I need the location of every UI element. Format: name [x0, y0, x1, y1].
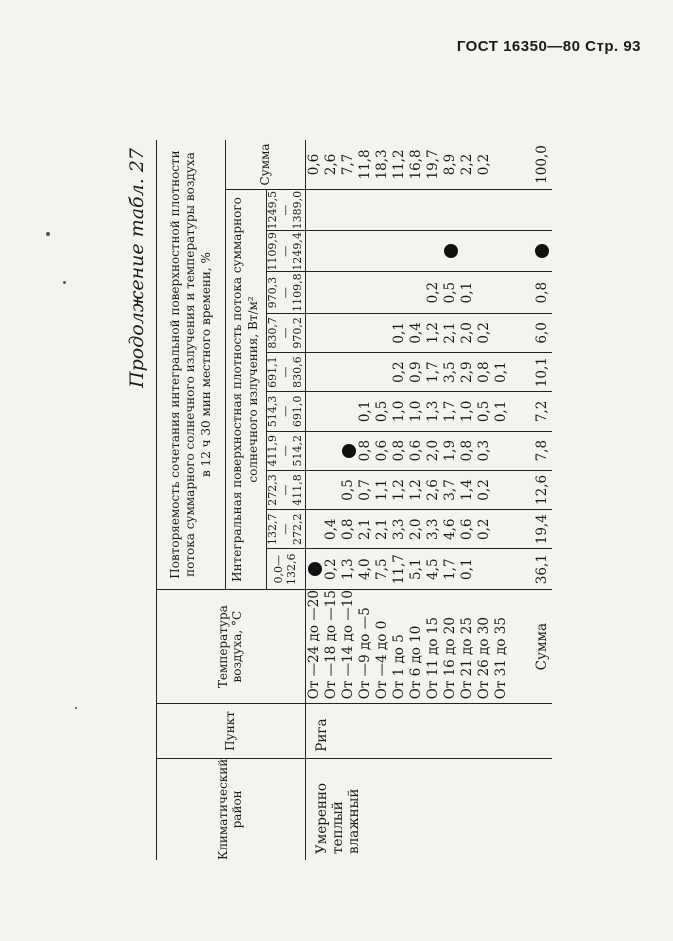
total-cell: 36,1 — [510, 549, 552, 590]
value-cell — [357, 353, 374, 392]
value-cell: 1,0 — [408, 392, 425, 431]
value-cell: 1,2 — [391, 470, 408, 509]
value-cell: 3,3 — [425, 510, 442, 549]
value-cell — [493, 313, 510, 352]
temp-cell: От 21 до 25 — [459, 590, 476, 704]
value-cell: 1,4 — [459, 470, 476, 509]
total-cell — [510, 189, 552, 230]
row-sum-cell: 16,8 — [408, 140, 425, 189]
value-cell: 2,0 — [408, 510, 425, 549]
row-sum-cell: 2,2 — [459, 140, 476, 189]
total-cell: 7,8 — [510, 431, 552, 470]
total-cell: 19,4 — [510, 510, 552, 549]
range-header: 272,3—411,8 — [267, 470, 306, 509]
value-cell — [476, 549, 493, 590]
value-cell: 4,5 — [425, 549, 442, 590]
value-cell — [357, 272, 374, 313]
value-cell: 0,6 — [459, 510, 476, 549]
temp-cell: От 16 до 20 — [442, 590, 459, 704]
value-cell — [476, 189, 493, 230]
row-sum-cell: 7,7 — [340, 140, 357, 189]
total-cell: 0,8 — [510, 272, 552, 313]
value-cell — [476, 231, 493, 272]
temp-cell: От —9 до —5 — [357, 590, 374, 704]
value-cell — [340, 313, 357, 352]
value-cell — [442, 231, 459, 272]
range-header: 691,1—830,6 — [267, 353, 306, 392]
row-sum-cell: 2,6 — [323, 140, 340, 189]
value-cell — [357, 231, 374, 272]
value-cell: 0,1 — [459, 549, 476, 590]
value-cell: 7,5 — [374, 549, 391, 590]
row-sum-cell: 8,9 — [442, 140, 459, 189]
value-cell — [340, 431, 357, 470]
value-cell — [305, 431, 323, 470]
value-cell — [425, 189, 442, 230]
value-cell: 0,5 — [442, 272, 459, 313]
range-header: 970,3—1109,8 — [266, 273, 305, 312]
value-cell: 0,6 — [374, 431, 391, 470]
value-cell — [374, 189, 391, 230]
value-cell: 4,0 — [357, 549, 374, 590]
temp-cell: От —24 до —20 — [305, 590, 323, 704]
value-cell — [459, 189, 476, 230]
value-cell: 0,1 — [391, 313, 408, 352]
row-sum-cell: 19,7 — [425, 140, 442, 189]
value-cell — [305, 189, 323, 230]
value-cell: 4,6 — [442, 510, 459, 549]
value-cell: 0,1 — [493, 392, 510, 431]
value-cell — [305, 392, 323, 431]
col-region-header: Климатический район — [157, 758, 306, 860]
scan-speck — [75, 707, 77, 709]
value-cell — [408, 231, 425, 272]
value-cell: 1,0 — [459, 392, 476, 431]
value-cell: 0,2 — [476, 470, 493, 509]
value-cell — [323, 353, 340, 392]
value-cell: 1,2 — [408, 470, 425, 509]
value-cell — [323, 313, 340, 352]
value-cell: 3,3 — [391, 510, 408, 549]
value-cell — [374, 272, 391, 313]
range-header: 1249,5—1389,0 — [266, 190, 305, 230]
col-temp-header: Температура воздуха, °С — [157, 590, 306, 704]
value-cell: 0,2 — [391, 353, 408, 392]
col-sum-header: Сумма — [226, 140, 306, 189]
temp-cell: От 26 до 30 — [476, 590, 493, 704]
range-header: 514,3—691,0 — [267, 392, 306, 431]
range-header: 830,7—970,2 — [267, 313, 306, 352]
value-cell — [391, 189, 408, 230]
value-cell: 1,0 — [391, 392, 408, 431]
value-cell: 0,3 — [476, 431, 493, 470]
value-cell: 1,7 — [442, 392, 459, 431]
dot-marker — [535, 244, 549, 258]
value-cell: 1,7 — [442, 549, 459, 590]
value-cell — [425, 231, 442, 272]
value-cell: 0,8 — [340, 510, 357, 549]
value-cell: 0,1 — [357, 392, 374, 431]
value-cell: 3,7 — [442, 470, 459, 509]
table-body — [305, 140, 552, 860]
value-cell: 1,2 — [425, 313, 442, 352]
value-cell: 1,1 — [374, 470, 391, 509]
temp-cell: От 11 до 15 — [425, 590, 442, 704]
table-title: Повторяемость сочетания интегральной поверхностной плотности потока суммарного солнечного излучения и температуры воздуха в 12 ч 30 мин местного времени, % — [157, 140, 226, 590]
value-cell — [340, 392, 357, 431]
value-cell: 0,8 — [391, 431, 408, 470]
value-cell — [323, 272, 340, 313]
value-cell — [374, 313, 391, 352]
value-cell: 11,7 — [391, 549, 408, 590]
row-sum-cell: 11,2 — [391, 140, 408, 189]
value-cell — [493, 231, 510, 272]
value-cell: 0,8 — [476, 353, 493, 392]
value-cell: 0,6 — [408, 431, 425, 470]
range-header: 0,0—132,6 — [267, 549, 306, 590]
col-point-header: Пункт — [157, 704, 306, 758]
value-cell — [493, 510, 510, 549]
total-cell — [510, 231, 552, 272]
value-cell — [305, 272, 323, 313]
value-cell: 0,5 — [340, 470, 357, 509]
value-cell: 5,1 — [408, 549, 425, 590]
dot-marker — [342, 444, 356, 458]
value-cell — [305, 510, 323, 549]
value-cell: 0,8 — [357, 431, 374, 470]
value-cell: 0,5 — [374, 392, 391, 431]
dot-marker — [444, 244, 458, 258]
value-cell: 0,7 — [357, 470, 374, 509]
value-cell — [305, 313, 323, 352]
value-cell — [323, 470, 340, 509]
totals-label: Сумма — [510, 590, 552, 704]
value-cell — [340, 189, 357, 230]
value-cell: 0,2 — [425, 272, 442, 313]
value-cell — [340, 231, 357, 272]
value-cell: 3,5 — [442, 353, 459, 392]
row-sum-cell: 0,2 — [476, 140, 493, 189]
rotated-table-block — [120, 140, 632, 860]
value-cell: 2,1 — [357, 510, 374, 549]
value-cell: 1,3 — [425, 392, 442, 431]
value-cell: 1,7 — [425, 353, 442, 392]
row-sum-cell: 18,3 — [374, 140, 391, 189]
value-cell — [305, 231, 323, 272]
scan-speck — [46, 232, 50, 236]
value-cell — [323, 231, 340, 272]
value-cell — [305, 353, 323, 392]
range-header: 411,9—514,2 — [267, 431, 306, 470]
temp-cell: От —18 до —15 — [323, 590, 340, 704]
table-label: Продолжение табл. 27 — [126, 148, 148, 388]
value-cell — [476, 272, 493, 313]
value-cell — [391, 231, 408, 272]
value-cell — [493, 470, 510, 509]
value-cell — [323, 431, 340, 470]
value-cell — [408, 272, 425, 313]
page-header: ГОСТ 16350—80 Стр. 93 — [456, 38, 641, 55]
value-cell: 2,0 — [425, 431, 442, 470]
value-cell: 2,1 — [374, 510, 391, 549]
col-group-header: Интегральная поверхностная плотность потока суммарного солнечного излучения, Вт/м² — [226, 189, 267, 589]
value-cell: 0,1 — [493, 353, 510, 392]
value-cell — [493, 272, 510, 313]
value-cell — [340, 272, 357, 313]
value-cell: 1,9 — [442, 431, 459, 470]
value-cell: 0,2 — [323, 549, 340, 590]
value-cell — [391, 272, 408, 313]
row-sum-cell: 0,6 — [305, 140, 323, 189]
region-cell: Умеренно теплый влажный — [313, 782, 363, 854]
value-cell — [459, 231, 476, 272]
value-cell: 0,4 — [323, 510, 340, 549]
value-cell — [357, 313, 374, 352]
value-cell — [374, 231, 391, 272]
value-cell — [305, 549, 323, 590]
value-cell: 0,4 — [408, 313, 425, 352]
value-cell — [493, 189, 510, 230]
range-header: 1109,9—1249,4 — [266, 232, 305, 271]
value-cell: 0,8 — [459, 431, 476, 470]
value-cell: 2,1 — [442, 313, 459, 352]
value-cell: 0,2 — [476, 313, 493, 352]
value-cell: 2,0 — [459, 313, 476, 352]
value-cell: 0,2 — [476, 510, 493, 549]
value-cell — [305, 470, 323, 509]
value-cell: 0,1 — [459, 272, 476, 313]
value-cell — [374, 353, 391, 392]
value-cell — [323, 189, 340, 230]
total-cell: 6,0 — [510, 313, 552, 352]
grand-total-cell: 100,0 — [510, 140, 552, 189]
row-sum-cell — [493, 140, 510, 189]
range-header: 132,7—272,2 — [267, 510, 306, 549]
temp-cell: От 6 до 10 — [408, 590, 425, 704]
value-cell: 2,6 — [425, 470, 442, 509]
scan-speck — [63, 281, 66, 284]
temp-cell: От —14 до —10 — [340, 590, 357, 704]
total-cell: 7,2 — [510, 392, 552, 431]
data-table — [156, 140, 552, 860]
temp-cell: От 1 до 5 — [391, 590, 408, 704]
value-cell: 2,9 — [459, 353, 476, 392]
value-cell — [493, 431, 510, 470]
value-cell — [340, 353, 357, 392]
value-cell — [493, 549, 510, 590]
temp-cell: От 31 до 35 — [493, 590, 510, 704]
value-cell: 0,5 — [476, 392, 493, 431]
total-cell: 12,6 — [510, 470, 552, 509]
value-cell — [408, 189, 425, 230]
value-cell — [442, 189, 459, 230]
total-cell: 10,1 — [510, 353, 552, 392]
value-cell — [323, 392, 340, 431]
value-cell — [357, 189, 374, 230]
table-row — [305, 140, 323, 860]
value-cell: 1,3 — [340, 549, 357, 590]
temp-cell: От —4 до 0 — [374, 590, 391, 704]
value-cell: 0,9 — [408, 353, 425, 392]
row-sum-cell: 11,8 — [357, 140, 374, 189]
point-cell: Рига — [305, 704, 552, 758]
dot-marker — [308, 562, 322, 576]
